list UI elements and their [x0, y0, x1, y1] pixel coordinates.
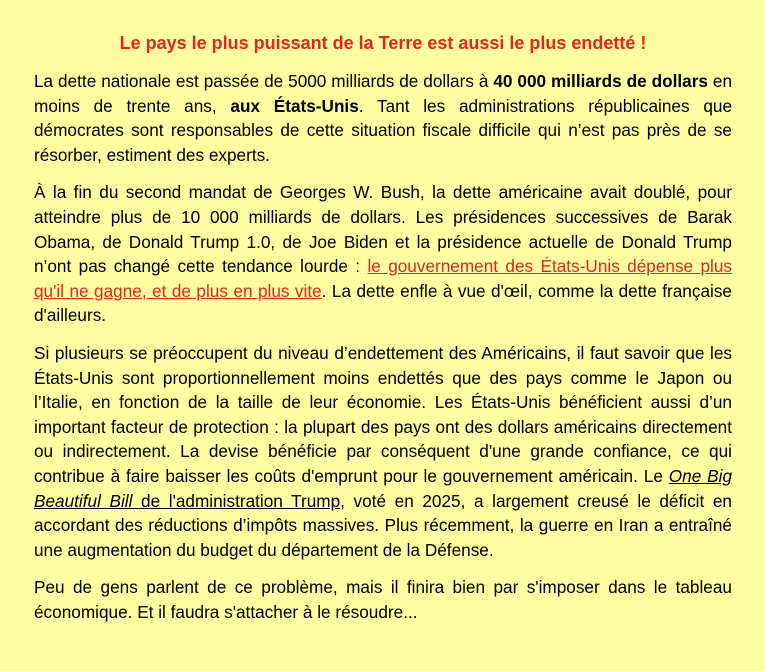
paragraph-text: . La dette enfle à vue d'œil, comme la dette française d'ailleurs.	[34, 280, 732, 326]
article-title: Le pays le plus puissant de la Terre est aussi le plus endetté !	[119, 33, 647, 53]
paragraph-1	[34, 69, 732, 167]
paragraph-text: À la fin du second mandat de Georges W. Bush, la dette américaine avait doublé, pour atteindre plus de 10 000 milliards de dollars. Les présidences successives de Barak Obama, de Donald Trump 1.0, de Joe Biden et la présidence actuelle de Donald Trump n’ont pas changé cette tendance lourde :	[34, 182, 732, 277]
bill-link-rest: de l'administration Trump	[132, 490, 341, 511]
bold-country: aux États-Unis	[230, 95, 359, 116]
paragraph-text: . Tant les administrations républicaines que démocrates sont responsables de cette situation fiscale difficile qui n’est pas près de se résorber, estiment des experts.	[34, 95, 732, 165]
paragraph-4	[34, 575, 732, 624]
paragraph-3	[34, 341, 732, 562]
bill-link-italic: One Big Beautiful Bill	[34, 465, 732, 511]
spending-link[interactable]: le gouvernement des États-Unis dépense plus qu'il ne gagne, et de plus en plus vite	[34, 256, 732, 301]
paragraph-2	[34, 180, 732, 328]
paragraph-text: Peu de gens parlent de ce problème, mais il finira bien par s'imposer dans le tableau économique. Et il faudra s'attacher à le résoudre...	[34, 577, 732, 622]
paragraph-text: Si plusieurs se préoccupent du niveau d’endettement des Américains, il faut savoir que les États-Unis sont proportionnellement moins endettés que des pays comme le Japon ou l’Italie, en fonction de la taille de leur économie. Les États-Unis bénéficient aussi d’un important facteur de protection : la plupart des pays ont des dollars américains directement ou indirectement. La devise bénéficie par conséquent d'une grande confiance, ce qui contribue à faire baisser les coûts d'emprunt pour le gouvernement américain. Le	[34, 342, 732, 486]
paragraph-text: en moins de trente ans,	[34, 71, 732, 116]
paragraph-text: , voté en 2025, a largement creusé le déficit en accordant des réductions d’impôts massives. Plus récemment, la guerre en Iran a entraîné une augmentation du budget du département de la Défense.	[34, 490, 732, 560]
paragraph-text: La dette nationale est passée de 5000 milliards de dollars à	[34, 71, 494, 91]
bold-amount: 40 000 milliards de dollars	[493, 71, 708, 91]
article	[34, 31, 732, 637]
